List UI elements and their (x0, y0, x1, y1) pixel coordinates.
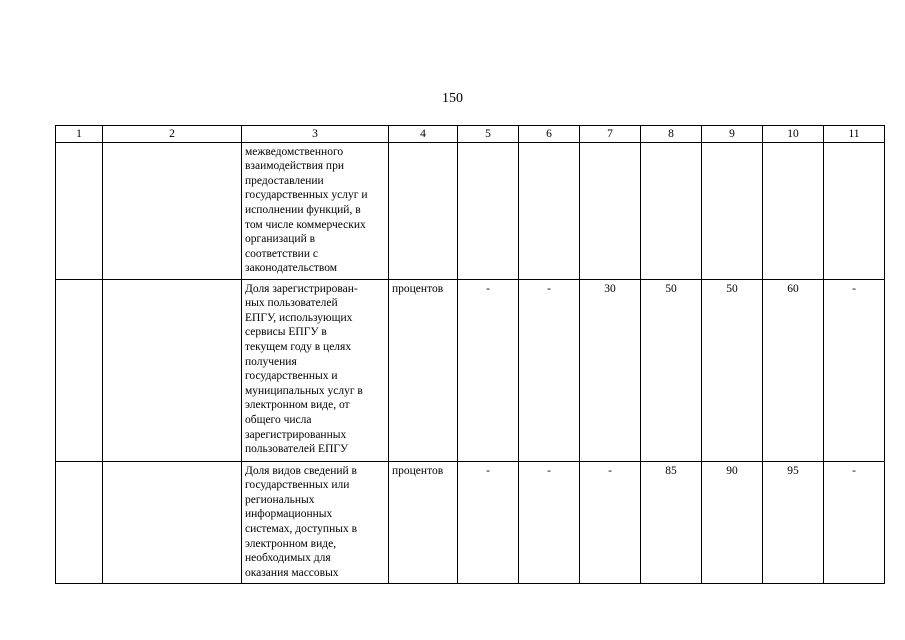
cell-value: 30 (580, 279, 641, 461)
text-line: Доля видов сведений в (245, 464, 357, 477)
text-line: системах, доступных в (245, 522, 358, 535)
column-header: 11 (824, 126, 885, 143)
column-header: 2 (103, 126, 242, 143)
cell-unit: процентов (389, 461, 458, 583)
column-header: 4 (389, 126, 458, 143)
cell-indicator-name (242, 461, 389, 583)
text-line: сервисы ЕПГУ в (245, 326, 327, 339)
cell-col1 (56, 461, 103, 583)
column-header: 10 (763, 126, 824, 143)
text-line: электронном виде, от (245, 399, 350, 412)
cell-col2 (103, 279, 242, 461)
text-line: межведомственного (245, 145, 344, 158)
text-line: государственных и (245, 370, 338, 383)
text-line: законодательством (245, 262, 338, 275)
text-line: ных пользователей (245, 297, 338, 310)
text-line: ЕПГУ, использующих (245, 311, 353, 324)
column-header: 9 (702, 126, 763, 143)
cell-value: - (458, 279, 519, 461)
column-header: 8 (641, 126, 702, 143)
text-line: получения (245, 355, 297, 368)
cell-value: - (519, 461, 580, 583)
cell-col1 (56, 142, 103, 279)
cell-value (458, 142, 519, 279)
text-line: текущем году в целях (245, 340, 352, 353)
cell-col2 (103, 142, 242, 279)
text-line: пользователей ЕПГУ (245, 443, 349, 456)
cell-value: - (519, 279, 580, 461)
cell-value: - (580, 461, 641, 583)
cell-value: - (824, 279, 885, 461)
cell-value: 90 (702, 461, 763, 583)
cell-value (824, 142, 885, 279)
indicator-table (55, 125, 885, 584)
text-line: Доля зарегистрирован- (245, 282, 358, 295)
text-line: взаимодействия при (245, 160, 344, 173)
column-header: 6 (519, 126, 580, 143)
cell-unit (389, 142, 458, 279)
table-row (56, 142, 885, 279)
text-line: организаций в (245, 233, 316, 246)
column-header: 7 (580, 126, 641, 143)
cell-col2 (103, 461, 242, 583)
cell-col1 (56, 279, 103, 461)
text-line: региональных (245, 493, 315, 506)
cell-value (519, 142, 580, 279)
column-header: 5 (458, 126, 519, 143)
page-number: 150 (442, 91, 463, 106)
column-header: 3 (242, 126, 389, 143)
text-line: общего числа (245, 413, 312, 426)
text-line: электронном виде, (245, 537, 337, 550)
cell-value: 95 (763, 461, 824, 583)
cell-value: 60 (763, 279, 824, 461)
cell-value (702, 142, 763, 279)
text-line: муниципальных услуг в (245, 384, 363, 397)
text-line: государственных услуг и (245, 189, 368, 202)
text-line: том числе коммерческих (245, 218, 366, 231)
cell-value: 50 (702, 279, 763, 461)
text-line: соответствии с (245, 247, 318, 260)
text-line: предоставлении (245, 174, 324, 187)
table-row (56, 279, 885, 461)
cell-value (641, 142, 702, 279)
text-line: информационных (245, 508, 333, 521)
text-line: государственных или (245, 479, 350, 492)
column-header: 1 (56, 126, 103, 143)
cell-value: 50 (641, 279, 702, 461)
text-line: исполнении функций, в (245, 203, 361, 216)
cell-value: - (824, 461, 885, 583)
text-line: зарегистрированных (245, 428, 347, 441)
cell-value (763, 142, 824, 279)
cell-indicator-name (242, 142, 389, 279)
cell-indicator-name (242, 279, 389, 461)
cell-value (580, 142, 641, 279)
cell-value: 85 (641, 461, 702, 583)
text-line: оказания массовых (245, 566, 339, 579)
text-line: необходимых для (245, 552, 331, 565)
cell-unit: процентов (389, 279, 458, 461)
table-header-row (56, 126, 885, 143)
table-row (56, 461, 885, 583)
cell-value: - (458, 461, 519, 583)
